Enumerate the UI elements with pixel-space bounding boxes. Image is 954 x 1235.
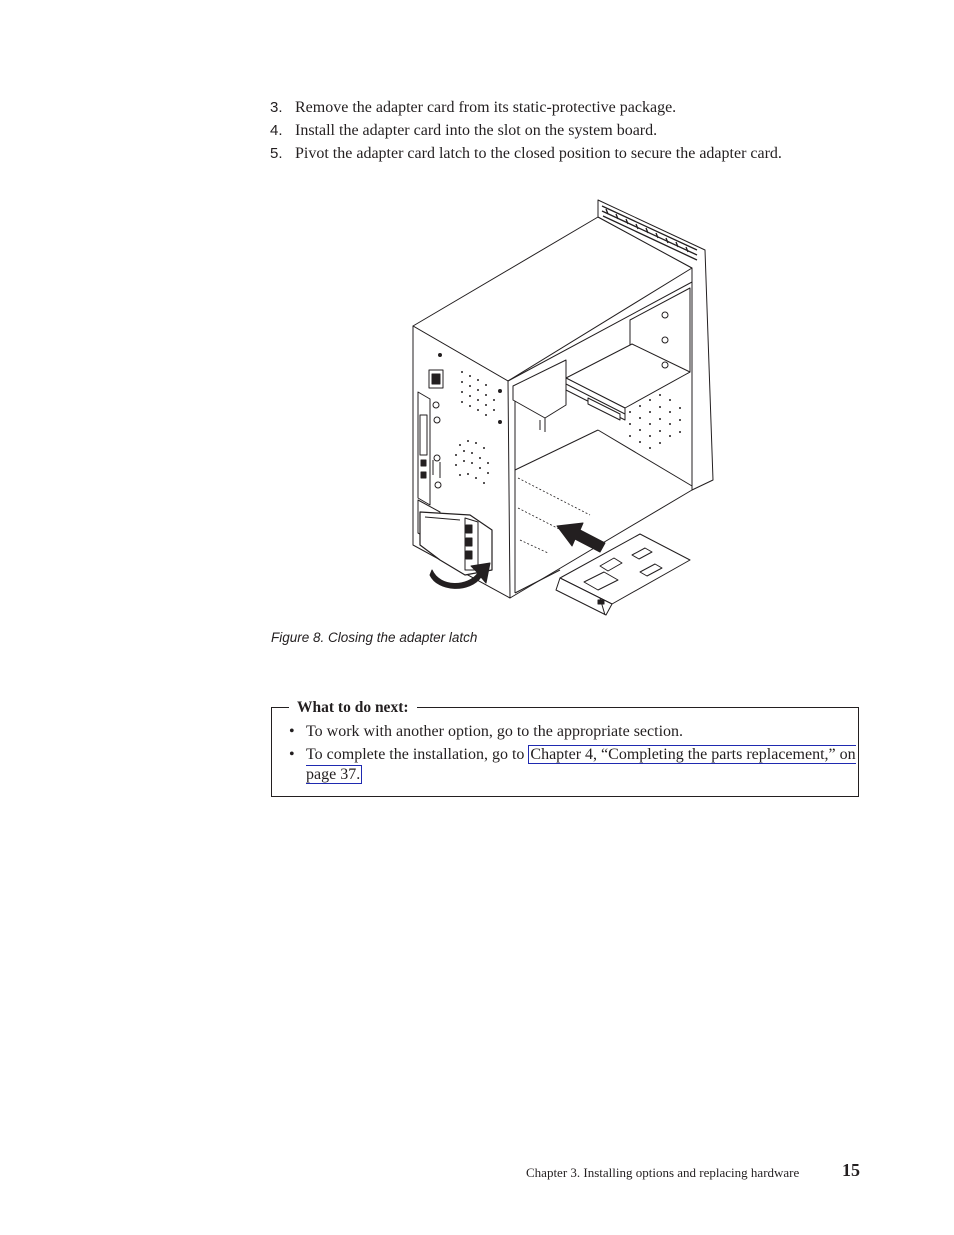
- footer-chapter-title: Chapter 3. Installing options and replacing hardware: [526, 1165, 800, 1180]
- page-footer: [526, 1160, 860, 1184]
- insertion-guide-lines: [518, 478, 590, 553]
- figure-caption: Figure 8. Closing the adapter latch: [271, 630, 478, 645]
- interior-vent-grid: [629, 394, 681, 449]
- step-text: Pivot the adapter card latch to the closed position to secure the adapter card.: [295, 145, 782, 162]
- step-item: [270, 96, 870, 119]
- page-number: 15: [842, 1160, 860, 1180]
- bullet: •: [289, 723, 295, 740]
- next-steps-list: [272, 722, 858, 788]
- list-item: [272, 722, 858, 742]
- what-to-do-next-box: [271, 699, 859, 797]
- next-box-title: What to do next:: [289, 698, 417, 718]
- next-step-text: To complete the installation, go to: [306, 746, 525, 763]
- next-step-text: To work with another option, go to the appropriate section.: [306, 723, 684, 740]
- step-text: Remove the adapter card from its static-protective package.: [295, 99, 677, 116]
- list-item: [272, 745, 858, 785]
- step-item: [270, 142, 870, 165]
- computer-chassis-illustration: [400, 192, 730, 620]
- step-text: Install the adapter card into the slot on the system board.: [295, 122, 658, 139]
- bullet: •: [289, 746, 295, 763]
- instruction-steps: [270, 96, 870, 165]
- step-item: [270, 119, 870, 142]
- step-number: 4.: [270, 122, 283, 139]
- step-number: 5.: [270, 145, 283, 162]
- figure-closing-adapter-latch: [400, 192, 730, 620]
- step-number: 3.: [270, 99, 283, 116]
- chapter-4-link[interactable]: Chapter 4, “Completing the parts replacement,” on page 37.: [306, 746, 856, 783]
- insertion-arrow-icon: [557, 523, 605, 552]
